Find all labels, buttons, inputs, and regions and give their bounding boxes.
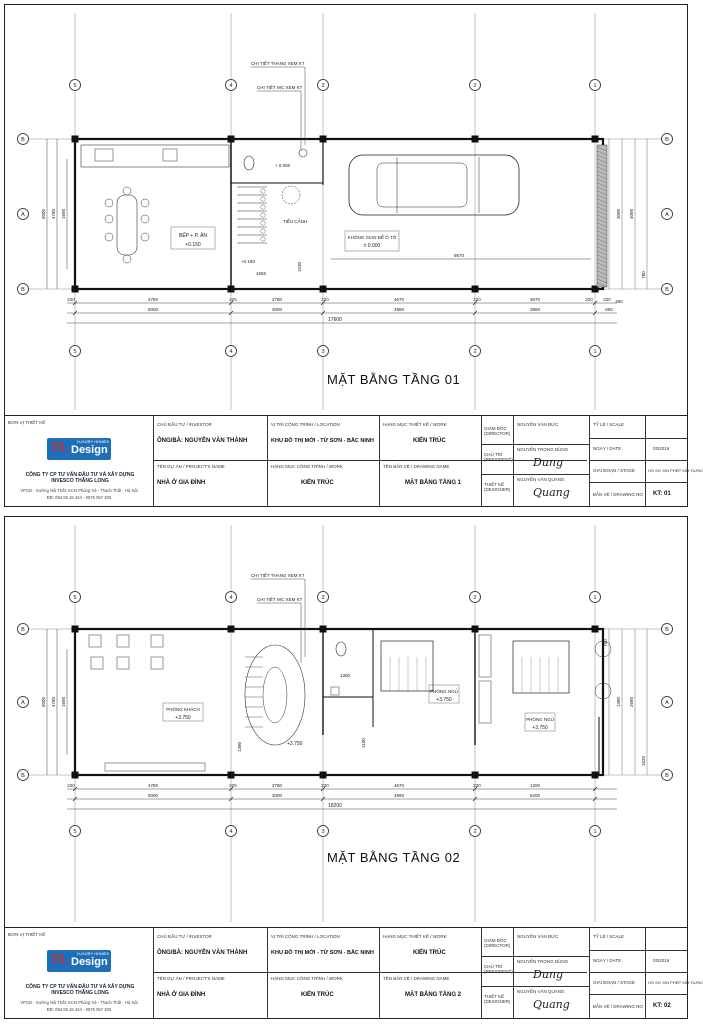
- grid-label: A: [21, 700, 25, 706]
- company-phone: ĐĐ: 094 55 16 444 - 0976 067 303: [46, 1007, 112, 1012]
- location-value: KHU ĐÔ THỊ MỚI - TỪ SƠN - BẮC NINH: [271, 950, 374, 956]
- director-label: GIÁM ĐỐC (DIRECTOR): [484, 426, 511, 436]
- project-label: TÊN DỰ ÁN / PROJECT'S NAME: [157, 464, 225, 469]
- spiral-core: [263, 667, 287, 723]
- grid-label: B: [665, 287, 669, 293]
- sofa: [91, 657, 103, 669]
- dimension-label: 700: [603, 639, 608, 647]
- work-value: KIẾN TRÚC: [301, 480, 334, 486]
- title-block: [5, 415, 703, 506]
- floor-plan-1: [5, 5, 689, 418]
- room-name: PHÒNG NGỦ: [526, 717, 554, 722]
- toilet: [336, 642, 346, 656]
- project-value: NHÀ Ở GIA ĐÌNH: [157, 992, 206, 998]
- head-name: NGUYỄN TRỌNG DŨNG: [517, 447, 569, 452]
- column: [320, 286, 327, 293]
- company-address: VPGD - Xưởng Nội Thất: KCN Phùng Xá - Thạch Thất - Hà Nội: [20, 1000, 138, 1005]
- grid-label: B: [665, 627, 669, 633]
- signature-2: Quang: [533, 998, 570, 1011]
- grid-label: 1: [593, 829, 597, 835]
- grid-label: 4: [229, 83, 233, 89]
- exterior-wall: [75, 629, 603, 775]
- dimension-label: 1665: [255, 271, 267, 276]
- grid-label: 2: [473, 829, 477, 835]
- dimension-label: 220: [229, 297, 237, 302]
- kitchen-counter: [81, 145, 229, 167]
- column: [592, 772, 599, 779]
- sheet-label: BẢN VẼ / DRAWING NO: [593, 1004, 643, 1009]
- stove: [95, 149, 113, 161]
- callout-leader: [257, 91, 301, 151]
- dimension-label: 1200: [529, 783, 541, 788]
- stair-marker: [261, 213, 265, 217]
- investor-label: CHỦ ĐẦU TƯ / INVESTOR: [157, 422, 212, 427]
- drawing-name: MẶT BẰNG TẦNG 2: [405, 992, 461, 998]
- sofa: [151, 657, 163, 669]
- dining-chair: [141, 199, 149, 207]
- sofa: [117, 635, 129, 647]
- designer-name: NGUYỄN VĂN QUANG: [517, 477, 565, 482]
- toilet: [244, 156, 254, 170]
- column: [228, 772, 235, 779]
- date-value: 03/2016: [653, 446, 670, 451]
- drawing-sheet-1: [4, 4, 703, 507]
- director-name: NGUYỄN VĂN ĐỨC: [517, 422, 559, 427]
- column: [72, 626, 79, 633]
- grid-label: B: [665, 137, 669, 143]
- corner-label: ĐƠN VỊ THIẾT KẾ: [8, 420, 46, 425]
- dimension-label: 220: [473, 783, 481, 788]
- investor-label: CHỦ ĐẦU TƯ / INVESTOR: [157, 934, 212, 939]
- room-name: PHÒNG NGỦ: [430, 689, 458, 694]
- room-name: BẾP + P. ĂN: [178, 233, 208, 239]
- dimension-label: 5000: [41, 208, 46, 220]
- basin: [331, 687, 339, 695]
- dimension-total: 17600: [328, 317, 342, 323]
- dimension-label: 4780: [147, 297, 159, 302]
- stair-marker: [261, 205, 265, 209]
- investor-value: ÔNG/BÀ: NGUYỄN VĂN THÀNH: [157, 950, 248, 956]
- column: [228, 626, 235, 633]
- dimension-label: 3890: [529, 307, 541, 312]
- dimension-label: 2780: [271, 297, 283, 302]
- stage-value: HỒ SƠ XIN PHÉP XÂY DỰNG: [648, 980, 703, 985]
- dimension-label: 3000: [616, 208, 621, 220]
- stair-marker: [261, 197, 265, 201]
- level-mark: +3.750: [287, 741, 303, 747]
- head-label: CHỦ TRÌ (PRESIDENT): [484, 452, 513, 462]
- room-level: +3.750: [175, 715, 191, 721]
- dimension-label: 3000: [271, 793, 283, 798]
- stage-label: GIAI ĐOẠN / STAGE: [593, 980, 635, 985]
- company-phone: ĐĐ: 094 55 16 444 - 0976 067 303: [46, 495, 112, 500]
- level-mark: + 0.050: [275, 163, 291, 168]
- dining-chair: [141, 215, 149, 223]
- room-name: KHÔNG GIAN ĐỂ Ô TÔ: [347, 235, 397, 240]
- company-logo: TL Design LUXURY HOMES: [39, 434, 113, 470]
- scale-label: TỶ LỆ / SCALE: [593, 934, 625, 939]
- grid-label: 3: [321, 829, 325, 835]
- dimension-label: 4780: [51, 208, 56, 220]
- column: [72, 772, 79, 779]
- dimension-label: 4000: [629, 208, 634, 220]
- drawing-label: TÊN BẢN VẼ / DRAWING NAME: [383, 976, 450, 981]
- dimension-label: 5200: [529, 793, 541, 798]
- signature-1: Dung: [533, 968, 564, 981]
- callout-leader: [251, 67, 305, 145]
- room-level: +3.750: [436, 697, 452, 703]
- location-value: KHU ĐÔ THỊ MỚI - TỪ SƠN - BẮC NINH: [271, 438, 374, 444]
- column: [320, 772, 327, 779]
- bed: [381, 641, 433, 691]
- sheet-label: BẢN VẼ / DRAWING NO: [593, 492, 643, 497]
- grid-label: 5: [73, 349, 77, 355]
- work-value: KIẾN TRÚC: [301, 992, 334, 998]
- dimension-label: 220: [321, 297, 329, 302]
- dimension-label: 4890: [393, 307, 405, 312]
- dimension-label: 1600: [61, 208, 66, 220]
- dimension-label: 1300: [339, 673, 351, 678]
- dimension-label: 5000: [41, 696, 46, 708]
- dimension-label: 5000: [147, 307, 159, 312]
- dimension-label: 2680: [629, 696, 634, 708]
- dimension-label: 220: [229, 783, 237, 788]
- dimension-label: 2780: [271, 783, 283, 788]
- dimension-label: 600: [605, 307, 613, 312]
- dimension-label: 450: [615, 299, 623, 304]
- location-label: VỊ TRÍ CÔNG TRÌNH / LOCATION: [271, 422, 340, 427]
- dimension-total: 18200: [328, 803, 342, 809]
- dimension-label: 3670: [529, 297, 541, 302]
- project-label: TÊN DỰ ÁN / PROJECT'S NAME: [157, 976, 225, 981]
- stair-marker: [261, 237, 265, 241]
- grid-label: 3: [321, 83, 325, 89]
- company-name: CÔNG TY CP TƯ VẤN ĐẦU TƯ VÀ XÂY DỰNG INVESCO THĂNG LONG: [25, 472, 135, 484]
- dining-chair: [105, 233, 113, 241]
- callout-wc: CHI TIẾT WC XEM KT: [257, 597, 303, 602]
- drawing-label: TÊN BẢN VẼ / DRAWING NAME: [383, 464, 450, 469]
- project-value: NHÀ Ở GIA ĐÌNH: [157, 480, 206, 486]
- dining-table: [117, 195, 137, 255]
- grid-label: B: [21, 137, 25, 143]
- dimension-label: 780: [641, 271, 646, 279]
- title-block: [5, 927, 703, 1018]
- dimension-label: 220: [473, 297, 481, 302]
- dimension-label: 4670: [393, 297, 405, 302]
- grid-label: 2: [473, 83, 477, 89]
- room-level: +0.150: [185, 242, 201, 248]
- design-label: HẠNG MỤC THIẾT KẾ / WORK: [383, 422, 447, 427]
- grid-label: 3: [321, 349, 325, 355]
- grid-label: B: [665, 773, 669, 779]
- dining-chair: [123, 255, 131, 263]
- sofa: [151, 635, 163, 647]
- grid-label: 1: [593, 83, 597, 89]
- design-label: HẠNG MỤC THIẾT KẾ / WORK: [383, 934, 447, 939]
- column: [472, 136, 479, 143]
- dimension-label: 8670: [453, 253, 465, 258]
- grid-label: 5: [73, 83, 77, 89]
- column: [472, 772, 479, 779]
- signature-2: Quang: [533, 486, 570, 499]
- stage-value: HỒ SƠ XIN PHÉP XÂY DỰNG: [648, 468, 703, 473]
- dimension-label: 220: [321, 783, 329, 788]
- drawing-sheet-2: [4, 516, 703, 1019]
- dimension-label: 1530: [297, 261, 302, 273]
- column: [72, 286, 79, 293]
- dimension-label: 4780: [147, 783, 159, 788]
- work-label: HẠNG MỤC CÔNG TRÌNH / WORK: [271, 976, 343, 981]
- dimension-label: 1100: [361, 738, 366, 748]
- level-mark: +0.150: [241, 259, 255, 264]
- sink: [163, 149, 177, 161]
- sofa: [117, 657, 129, 669]
- grid-label: 4: [229, 349, 233, 355]
- room-level: ± 0.000: [363, 243, 381, 249]
- dining-chair: [123, 187, 131, 195]
- design-value: KIẾN TRÚC: [413, 950, 446, 956]
- grid-label: B: [21, 287, 25, 293]
- dimension-label: 3000: [271, 307, 283, 312]
- grid-label: 1: [593, 595, 597, 601]
- grid-label: 5: [73, 829, 77, 835]
- spiral-stair: [245, 645, 305, 745]
- designer-name: NGUYỄN VĂN QUANG: [517, 989, 565, 994]
- director-label: GIÁM ĐỐC (DIRECTOR): [484, 938, 511, 948]
- dimension-label: 220: [67, 783, 75, 788]
- scale-label: TỶ LỆ / SCALE: [593, 422, 625, 427]
- dining-chair: [141, 233, 149, 241]
- wardrobe: [479, 681, 491, 723]
- room-name: TIỂU CẢNH: [282, 219, 308, 224]
- sheet-number: KT: 01: [653, 491, 671, 497]
- callout-stair: CHI TIẾT THANG XEM KT: [251, 61, 305, 66]
- plant: [282, 186, 300, 204]
- room-name: PHÒNG KHÁCH: [166, 707, 200, 712]
- callout-wc: CHI TIẾT WC XEM KT: [257, 85, 303, 90]
- corner-label: ĐƠN VỊ THIẾT KẾ: [8, 932, 46, 937]
- stair-marker: [261, 221, 265, 225]
- signature-1: Dung: [533, 456, 564, 469]
- callout-stair: CHI TIẾT THANG XEM KT: [251, 573, 305, 578]
- sofa: [89, 635, 101, 647]
- dimension-label: 4670: [393, 783, 405, 788]
- dimension-label: 5000: [147, 793, 159, 798]
- grid-label: B: [21, 773, 25, 779]
- tv-cabinet: [105, 763, 205, 771]
- grid-label: 1: [593, 349, 597, 355]
- sheet-number: KT: 02: [653, 1003, 671, 1009]
- head-label: CHỦ TRÌ (PRESIDENT): [484, 964, 513, 974]
- design-value: KIẾN TRÚC: [413, 438, 446, 444]
- drawing-name: MẶT BẰNG TẦNG 1: [405, 480, 461, 486]
- column: [472, 286, 479, 293]
- head-name: NGUYỄN TRỌNG DŨNG: [517, 959, 569, 964]
- dimension-label: 4890: [393, 793, 405, 798]
- date-value: 03/2016: [653, 958, 670, 963]
- dimension-label: 220: [585, 297, 593, 302]
- dimension-label: 220: [67, 297, 75, 302]
- date-label: NGÀY / DATE: [593, 446, 622, 451]
- dimension-label: 1380: [237, 741, 242, 753]
- dimension-label: 1600: [61, 696, 66, 708]
- dimension-label: 1380: [616, 696, 621, 708]
- basin: [299, 149, 307, 157]
- room-level: +3.750: [532, 725, 548, 731]
- grid-label: 4: [229, 829, 233, 835]
- grid-label: 2: [473, 349, 477, 355]
- grid-label: A: [21, 212, 25, 218]
- plan-title: MẶT BẰNG TẦNG 01: [327, 372, 461, 387]
- grid-label: 2: [473, 595, 477, 601]
- dimension-label: 4780: [51, 696, 56, 708]
- grid-label: A: [665, 212, 669, 218]
- company-logo: TL Design LUXURY HOMES: [39, 946, 113, 982]
- plan-title: MẶT BẰNG TẦNG 02: [327, 850, 461, 865]
- stage-label: GIAI ĐOẠN / STAGE: [593, 468, 635, 473]
- grid-label: 4: [229, 595, 233, 601]
- designer-label: THIẾT KẾ (DESIGNER): [484, 994, 511, 1004]
- company-address: VPGD - Xưởng Nội Thất: KCN Phùng Xá - Thạch Thất - Hà Nội: [20, 488, 138, 493]
- exterior-wall: [75, 139, 603, 289]
- floor-plan-2: [5, 517, 689, 930]
- wardrobe: [479, 635, 491, 677]
- investor-value: ÔNG/BÀ: NGUYỄN VĂN THÀNH: [157, 438, 248, 444]
- dimension-label: 220: [603, 297, 611, 302]
- grid-label: B: [21, 627, 25, 633]
- grid-label: A: [665, 700, 669, 706]
- bed: [513, 641, 569, 693]
- director-name: NGUYỄN VĂN ĐỨC: [517, 934, 559, 939]
- column: [592, 626, 599, 633]
- designer-label: THIẾT KẾ (DESIGNER): [484, 482, 511, 492]
- stair-marker: [261, 189, 265, 193]
- car: [349, 155, 519, 215]
- dimension-label: 1620: [641, 755, 646, 767]
- stair-marker: [261, 229, 265, 233]
- grid-label: 5: [73, 595, 77, 601]
- dining-chair: [105, 215, 113, 223]
- location-label: VỊ TRÍ CÔNG TRÌNH / LOCATION: [271, 934, 340, 939]
- column: [592, 136, 599, 143]
- callout-leader: [257, 603, 301, 663]
- work-label: HẠNG MỤC CÔNG TRÌNH / WORK: [271, 464, 343, 469]
- company-name: CÔNG TY CP TƯ VẤN ĐẦU TƯ VÀ XÂY DỰNG INVESCO THĂNG LONG: [25, 984, 135, 996]
- column: [72, 136, 79, 143]
- date-label: NGÀY / DATE: [593, 958, 622, 963]
- grid-label: 3: [321, 595, 325, 601]
- car-roof: [377, 163, 467, 207]
- dining-chair: [105, 199, 113, 207]
